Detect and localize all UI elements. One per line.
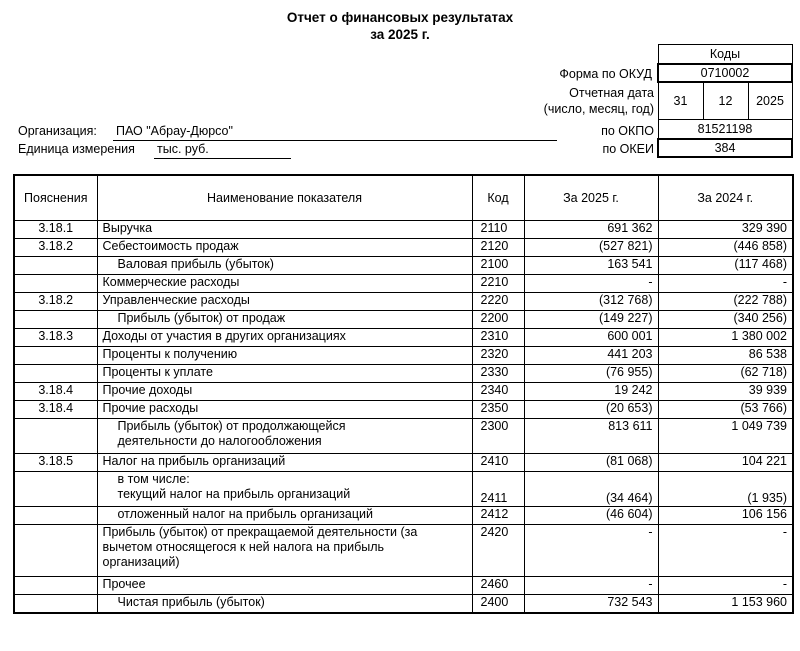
row-code: 2411 xyxy=(472,472,524,507)
row-value-2024: - xyxy=(658,577,793,595)
table-row xyxy=(14,221,793,239)
row-code: 2400 xyxy=(472,595,524,614)
table-row xyxy=(14,525,793,577)
table-row xyxy=(14,472,793,507)
row-note: 3.18.4 xyxy=(14,383,97,401)
row-name-line2: текущий налог на прибыль организаций xyxy=(117,487,351,501)
table-row xyxy=(14,454,793,472)
row-value-2024: 106 156 xyxy=(658,507,793,525)
okpo-code: 81521198 xyxy=(658,120,792,139)
row-value-2025: 163 541 xyxy=(524,257,658,275)
table-row xyxy=(14,329,793,347)
row-code: 2100 xyxy=(472,257,524,275)
unit-underline xyxy=(154,158,291,159)
row-value-2025: - xyxy=(524,275,658,293)
row-note xyxy=(14,595,97,614)
row-note xyxy=(14,257,97,275)
okei-code: 384 xyxy=(658,139,792,157)
row-value-2025: (46 604) xyxy=(524,507,658,525)
row-note: 3.18.5 xyxy=(14,454,97,472)
financial-results-table xyxy=(13,174,794,614)
row-value-2024: (446 858) xyxy=(658,239,793,257)
row-note: 3.18.4 xyxy=(14,401,97,419)
table-row xyxy=(14,507,793,525)
row-value-2024: 39 939 xyxy=(658,383,793,401)
row-value-2024: 1 380 002 xyxy=(658,329,793,347)
row-name: Выручка xyxy=(97,221,472,239)
row-note xyxy=(14,275,97,293)
row-code: 2320 xyxy=(472,347,524,365)
row-code: 2310 xyxy=(472,329,524,347)
row-value-2025: (20 653) xyxy=(524,401,658,419)
row-name: Доходы от участия в других организациях xyxy=(97,329,472,347)
row-value-2025: (81 068) xyxy=(524,454,658,472)
row-code: 2410 xyxy=(472,454,524,472)
row-value-2025: - xyxy=(524,577,658,595)
row-code: 2350 xyxy=(472,401,524,419)
report-title: Отчет о финансовых результатах xyxy=(286,10,514,25)
table-row xyxy=(14,577,793,595)
okud-code: 0710002 xyxy=(658,64,792,82)
row-code: 2120 xyxy=(472,239,524,257)
table-header-row xyxy=(14,175,793,221)
row-note xyxy=(14,507,97,525)
report-month: 12 xyxy=(703,82,748,120)
okpo-label: по ОКПО xyxy=(601,124,654,138)
row-value-2024: 1 049 739 xyxy=(658,419,793,454)
row-value-2024: (340 256) xyxy=(658,311,793,329)
table-row xyxy=(14,595,793,614)
row-name: отложенный налог на прибыль организаций xyxy=(97,507,472,525)
row-value-2024: (62 718) xyxy=(658,365,793,383)
report-period: за 2025 г. xyxy=(370,27,430,42)
row-code: 2110 xyxy=(472,221,524,239)
row-code: 2220 xyxy=(472,293,524,311)
col-2025: За 2025 г. xyxy=(524,175,658,221)
row-name: Себестоимость продаж xyxy=(97,239,472,257)
table-row xyxy=(14,401,793,419)
table-row xyxy=(14,239,793,257)
row-value-2024: (117 468) xyxy=(658,257,793,275)
row-value-2024: 1 153 960 xyxy=(658,595,793,614)
col-notes: Пояснения xyxy=(14,175,97,221)
row-note xyxy=(14,365,97,383)
row-value-2025: (312 768) xyxy=(524,293,658,311)
row-name: Прочее xyxy=(97,577,472,595)
table-row xyxy=(14,383,793,401)
row-value-2024: (53 766) xyxy=(658,401,793,419)
okei-label: по ОКЕИ xyxy=(602,142,654,156)
row-code: 2340 xyxy=(472,383,524,401)
row-note xyxy=(14,525,97,577)
row-value-2024: (222 788) xyxy=(658,293,793,311)
report-year: 2025 xyxy=(748,82,792,120)
row-code: 2300 xyxy=(472,419,524,454)
row-value-2025: 19 242 xyxy=(524,383,658,401)
row-note xyxy=(14,419,97,454)
row-value-2025: 600 001 xyxy=(524,329,658,347)
org-name: ПАО "Абрау-Дюрсо" xyxy=(116,124,233,138)
row-name-line1: Прибыль (убыток) от продолжающейся xyxy=(117,419,346,433)
col-code: Код xyxy=(472,175,524,221)
table-row xyxy=(14,257,793,275)
row-name: Чистая прибыль (убыток) xyxy=(97,595,472,614)
row-value-2025: 732 543 xyxy=(524,595,658,614)
row-name: Прибыль (убыток) от продаж xyxy=(97,311,472,329)
row-note: 3.18.2 xyxy=(14,239,97,257)
row-value-2024: - xyxy=(658,275,793,293)
row-value-2024: 329 390 xyxy=(658,221,793,239)
row-note xyxy=(14,347,97,365)
org-label: Организация: xyxy=(18,124,97,138)
date-format-label: (число, месяц, год) xyxy=(543,102,654,116)
row-value-2025: (527 821) xyxy=(524,239,658,257)
row-code: 2460 xyxy=(472,577,524,595)
table-row xyxy=(14,365,793,383)
row-value-2025: (76 955) xyxy=(524,365,658,383)
codes-box xyxy=(657,44,793,158)
row-name-line2: вычетом относящегося к ней налога на прибыль xyxy=(102,540,385,554)
row-name-line1: в том числе: xyxy=(117,472,190,486)
row-code: 2210 xyxy=(472,275,524,293)
row-name xyxy=(97,472,472,507)
row-name: Валовая прибыль (убыток) xyxy=(97,257,472,275)
table-row xyxy=(14,311,793,329)
row-value-2025: (34 464) xyxy=(524,472,658,507)
row-name: Прочие доходы xyxy=(97,383,472,401)
row-value-2025: 691 362 xyxy=(524,221,658,239)
row-name-line2: деятельности до налогообложения xyxy=(117,434,322,448)
row-note xyxy=(14,311,97,329)
row-value-2024: (1 935) xyxy=(658,472,793,507)
row-code: 2330 xyxy=(472,365,524,383)
okud-label: Форма по ОКУД xyxy=(559,67,652,81)
row-value-2024: - xyxy=(658,525,793,577)
date-label: Отчетная дата xyxy=(569,86,654,100)
row-name-line3: организаций) xyxy=(102,555,180,569)
row-name: Проценты к получению xyxy=(97,347,472,365)
row-note xyxy=(14,577,97,595)
unit-label: Единица измерения xyxy=(18,142,135,156)
table-row xyxy=(14,419,793,454)
row-value-2025: 813 611 xyxy=(524,419,658,454)
row-name xyxy=(97,525,472,577)
row-note: 3.18.1 xyxy=(14,221,97,239)
col-indicator: Наименование показателя xyxy=(97,175,472,221)
table-row xyxy=(14,293,793,311)
org-underline xyxy=(113,140,557,141)
row-name-line1: Прибыль (убыток) от прекращаемой деятельности (за xyxy=(102,525,418,539)
row-name: Прочие расходы xyxy=(97,401,472,419)
row-code: 2200 xyxy=(472,311,524,329)
row-value-2025: - xyxy=(524,525,658,577)
table-row xyxy=(14,275,793,293)
row-name xyxy=(97,419,472,454)
row-code: 2412 xyxy=(472,507,524,525)
col-2024: За 2024 г. xyxy=(658,175,793,221)
row-value-2025: 441 203 xyxy=(524,347,658,365)
row-name: Налог на прибыль организаций xyxy=(97,454,472,472)
row-name: Коммерческие расходы xyxy=(97,275,472,293)
table-row xyxy=(14,347,793,365)
unit-value: тыс. руб. xyxy=(157,142,209,156)
row-value-2025: (149 227) xyxy=(524,311,658,329)
row-name: Управленческие расходы xyxy=(97,293,472,311)
row-value-2024: 86 538 xyxy=(658,347,793,365)
row-note: 3.18.2 xyxy=(14,293,97,311)
row-name: Проценты к уплате xyxy=(97,365,472,383)
row-note xyxy=(14,472,97,507)
codes-header: Коды xyxy=(658,45,792,64)
row-note: 3.18.3 xyxy=(14,329,97,347)
report-day: 31 xyxy=(658,82,703,120)
row-value-2024: 104 221 xyxy=(658,454,793,472)
row-code: 2420 xyxy=(472,525,524,577)
